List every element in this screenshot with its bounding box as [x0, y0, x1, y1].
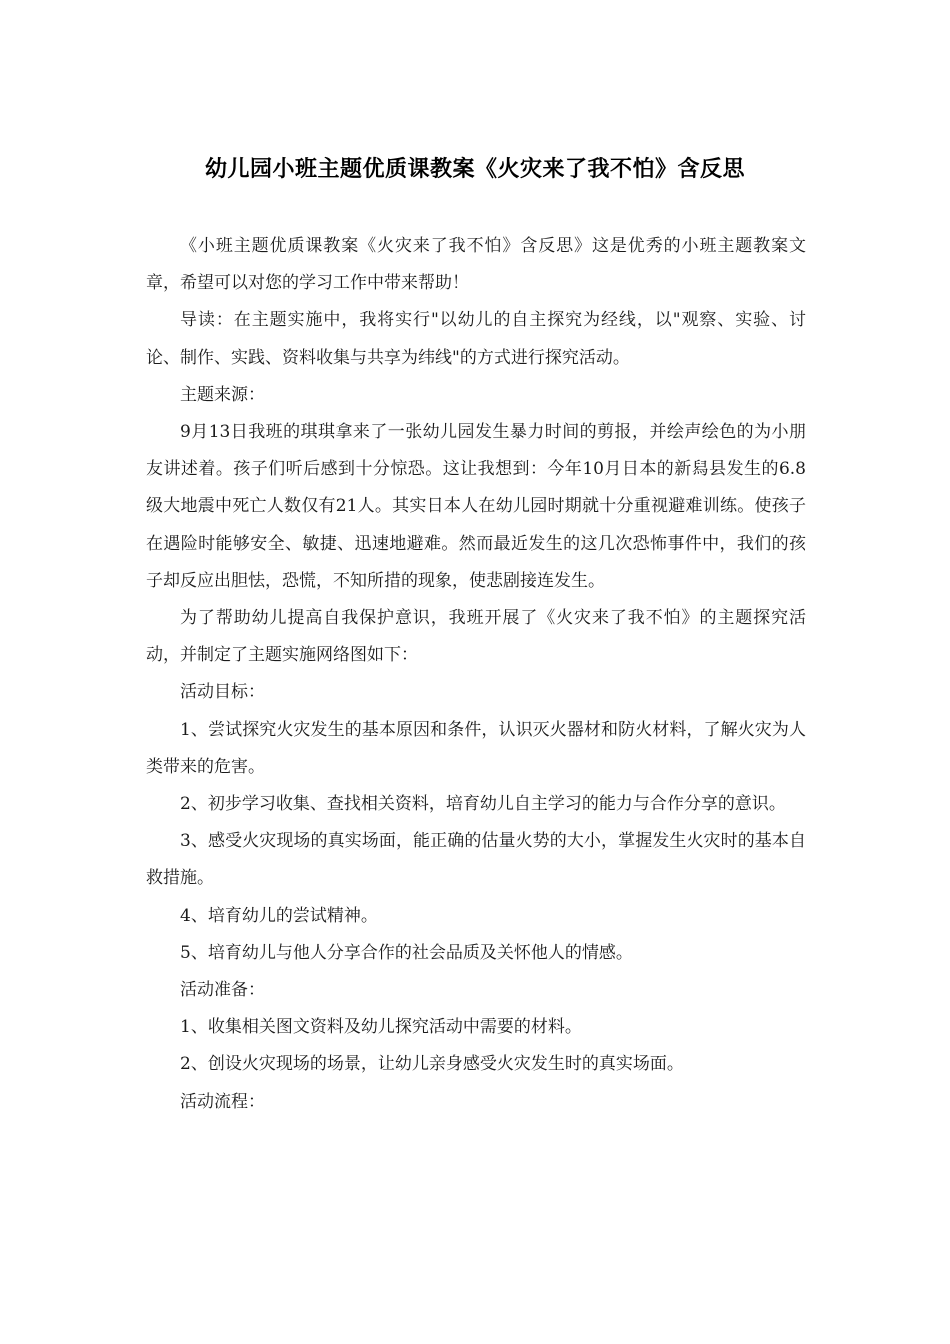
goal-item-3: 3、感受火灾现场的真实场面，能正确的估量火势的大小，掌握发生火灾时的基本自救措施。	[146, 831, 806, 889]
preparation-item-2: 2、创设火灾现场的场景，让幼儿亲身感受火灾发生时的真实场面。	[180, 1054, 684, 1075]
paragraph-guide: 导读：在主题实施中，我将实行"以幼儿的自主探究为经线，以"观察、实验、讨论、制作、实践、资料收集与共享为纬线"的方式进行探究活动。	[146, 310, 806, 368]
heading-activity-preparation: 活动准备：	[180, 980, 265, 1001]
preparation-item-1: 1、收集相关图文资料及幼儿探究活动中需要的材料。	[180, 1017, 582, 1038]
heading-theme-source: 主题来源：	[180, 384, 265, 405]
paragraph-theme-source: 9月13日我班的琪琪拿来了一张幼儿园发生暴力时间的剪报，并绘声绘色的为小朋友讲述着。孩子们听后感到十分惊恐。这让我想到：今年10月日本的新舄县发生的6.8级大地震中死亡人数仅有21人。其实日本人在幼儿园时期就十分重视避难训练。使孩子在遇险时能够安全、敏捷、迅速地避难。然而最近发生的这几次恐怖事件中，我们的孩子却反应出胆怯，恐慌，不知所措的现象，使悲剧接连发生。	[146, 422, 806, 591]
goal-item-5: 5、培育幼儿与他人分享合作的社会品质及关怀他人的情感。	[180, 942, 633, 963]
paragraph-intro: 《小班主题优质课教案《火灾来了我不怕》含反思》这是优秀的小班主题教案文章，希望可以对您的学习工作中带来帮助！	[146, 236, 806, 294]
document-body	[146, 228, 806, 1121]
heading-activity-flow: 活动流程：	[180, 1091, 265, 1112]
goal-item-2: 2、初步学习收集、查找相关资料，培育幼儿自主学习的能力与合作分享的意识。	[180, 794, 786, 815]
document-title: 幼儿园小班主题优质课教案《火灾来了我不怕》含反思	[204, 157, 745, 182]
heading-activity-goals: 活动目标：	[180, 682, 265, 703]
goal-item-4: 4、培育幼儿的尝试精神。	[180, 905, 378, 926]
paragraph-purpose: 为了帮助幼儿提高自我保护意识，我班开展了《火灾来了我不怕》的主题探究活动，并制定了主题实施网络图如下：	[146, 608, 806, 666]
goal-item-1: 1、尝试探究火灾发生的基本原因和条件，认识灭火器材和防火材料，了解火灾为人类带来的危害。	[146, 719, 806, 777]
